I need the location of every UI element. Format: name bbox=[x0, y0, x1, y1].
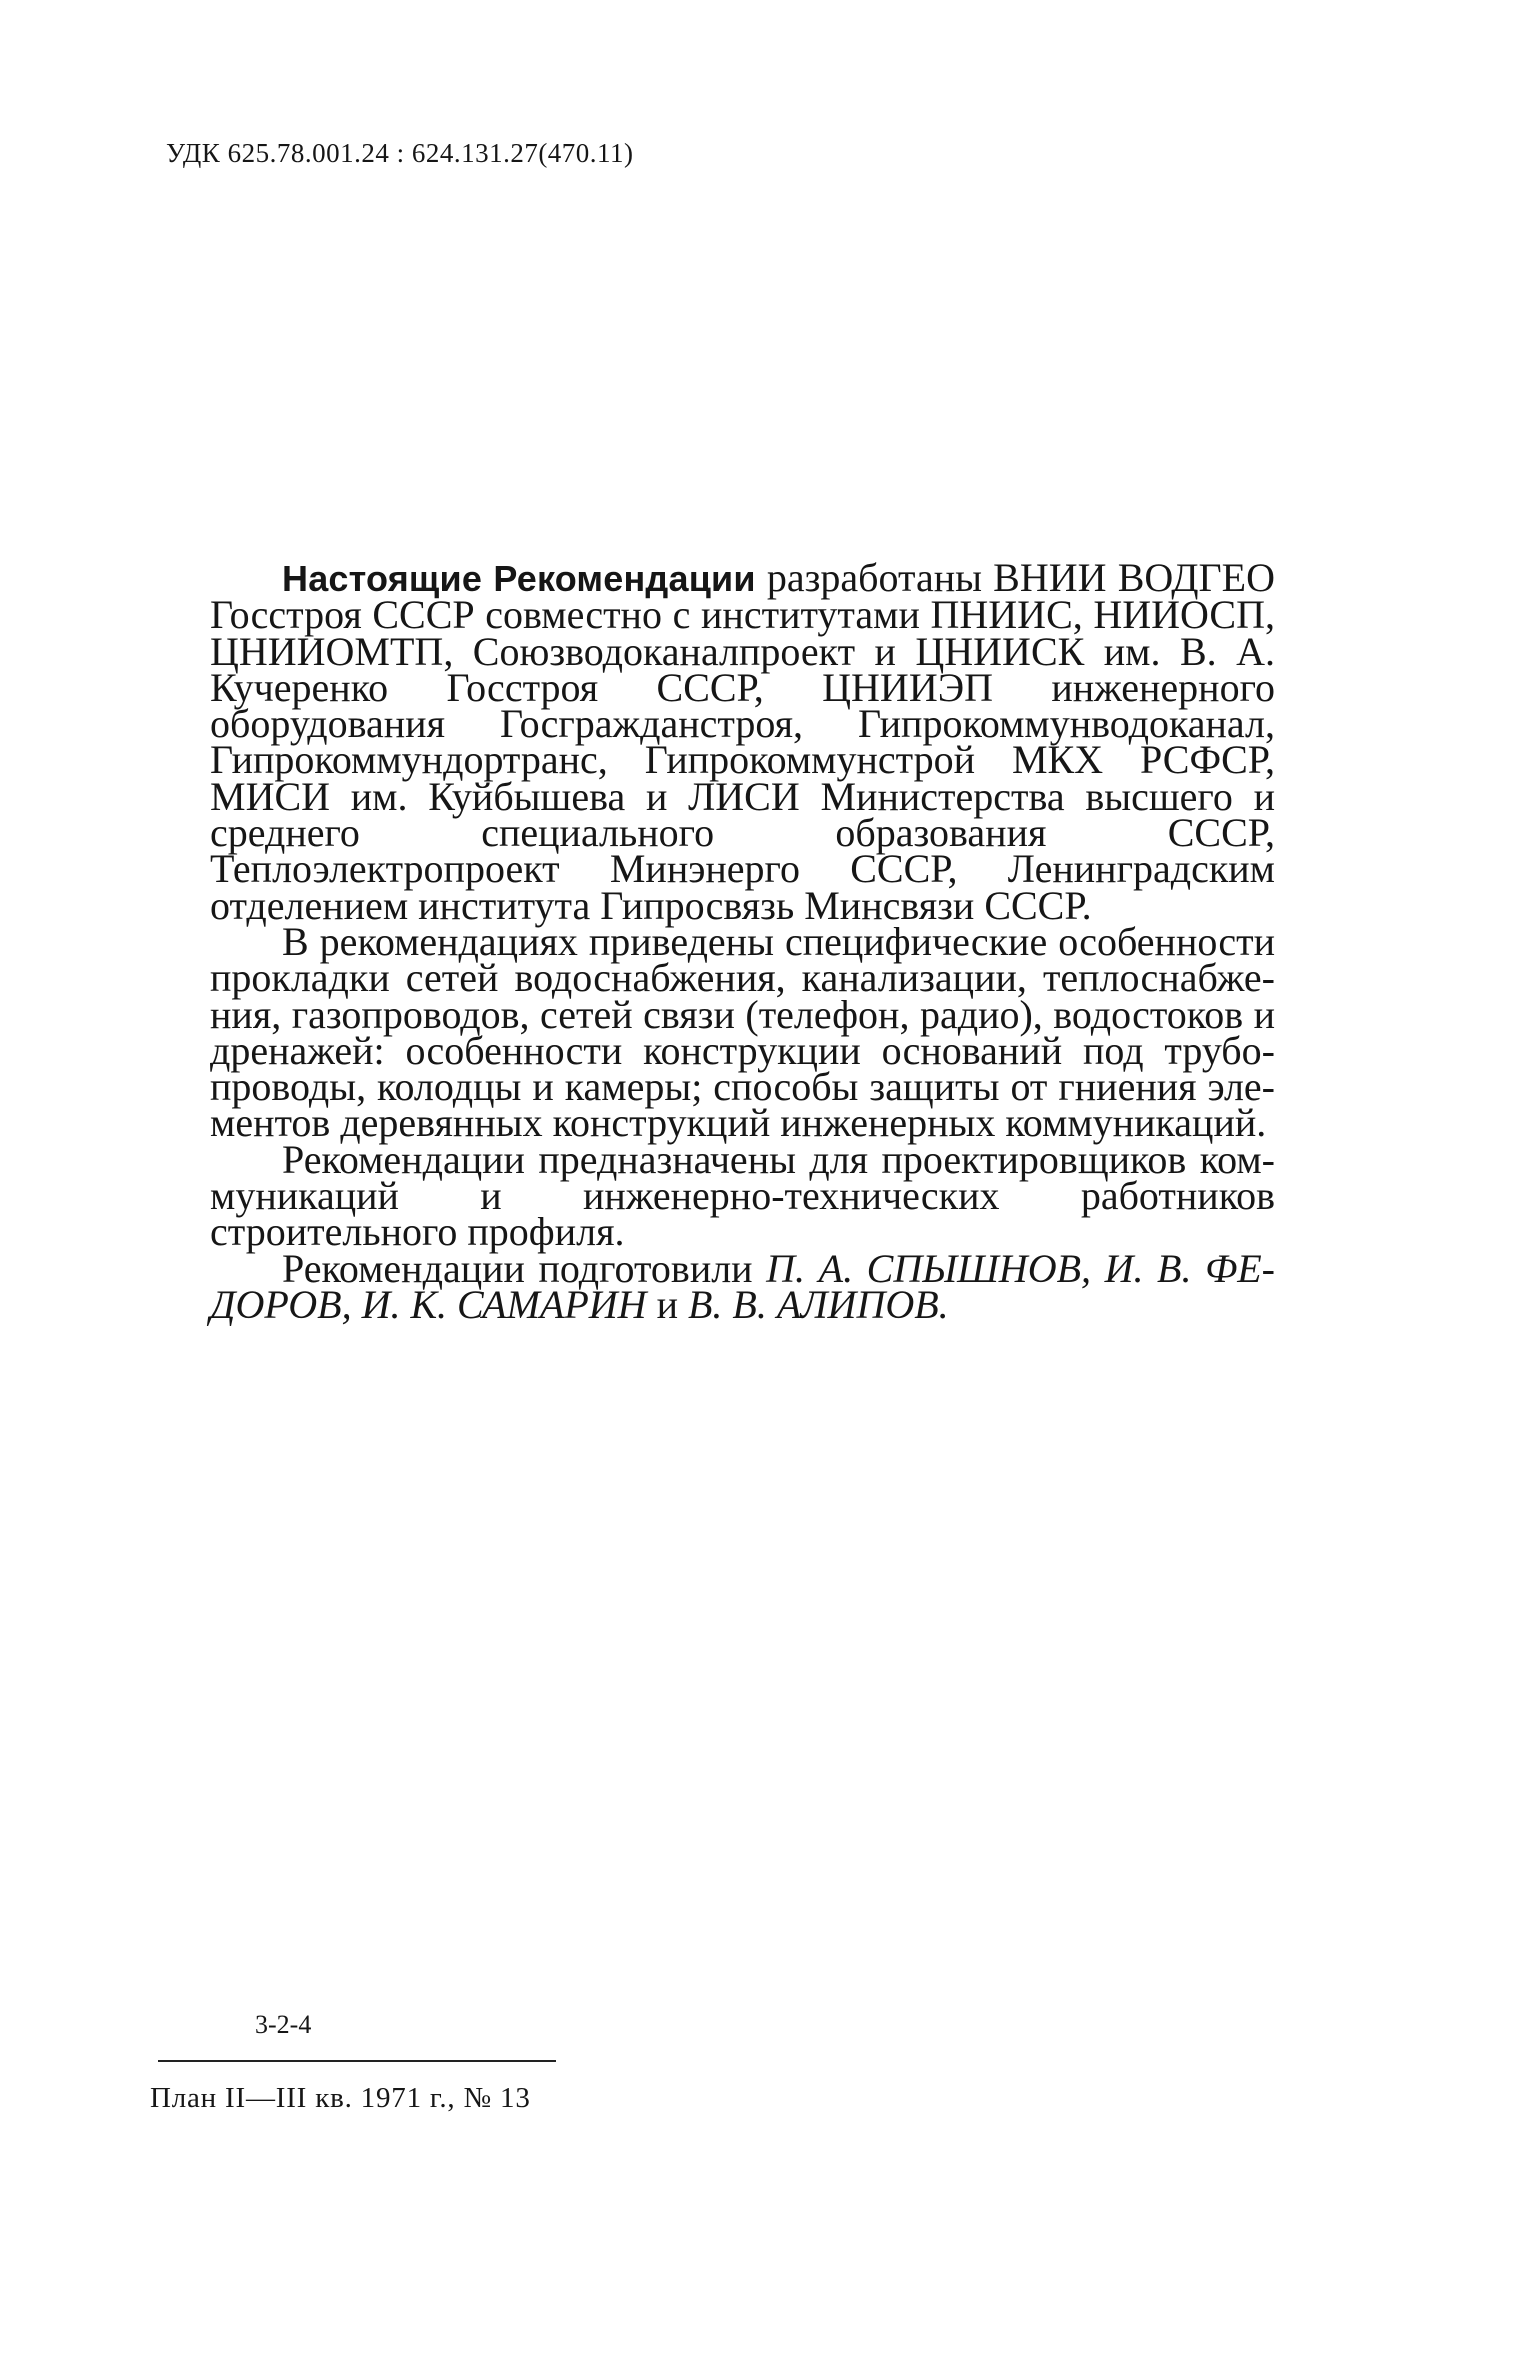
paragraph-text: разработаны ВНИИ ВОДГЕО Госстроя СССР совместно с институтами ПНИИС, НИИОСП, ЦНИИОМТП, Союзводоканалпроект и ЦНИИСК им. В. А. Кучеренко Госстроя СССР, ЦНИИЭП инженерного оборудования Госгражданстроя, Гипрокоммунводоканал, Гипрокоммундортранс, Гипрокоммунстрой МКХ РСФСР, МИСИ им. Куйбышева и ЛИСИ Министерства высшего и среднего специального образования СССР, Теплоэлектропроект Минэнерго СССР, Ленинградским отделением института Гипросвязь Минсвязи СССР. bbox=[210, 555, 1275, 928]
paragraph-audience bbox=[210, 1136, 1275, 1255]
paragraph-contents bbox=[210, 918, 1275, 1146]
udk-classification: УДК 625.78.001.24 : 624.131.27(470.11) bbox=[166, 138, 634, 168]
publication-plan: План II—III кв. 1971 г., № 13 bbox=[150, 2082, 531, 2114]
paragraph-authors bbox=[210, 1245, 1275, 1327]
bold-lead-phrase: Настоящие Рекомендации bbox=[282, 558, 756, 599]
paragraph-developers bbox=[210, 555, 1275, 928]
authors-names: П. А. СПЫШНОВ, И. В. ФЕДОРОВ, И. К. САМАРИН bbox=[210, 1245, 1275, 1327]
authors-names-last: В. В. АЛИПОВ. bbox=[687, 1281, 949, 1327]
paragraph-text: Рекомендации предназначены для проектировщиков коммуникаций и инженерно-технических работников строительного профиля. bbox=[210, 1136, 1275, 1255]
paragraph-text: В рекомендациях приведены специфические особенности прокладки сетей водоснабжения, канализации, теплоснабжения, газопроводов, сетей связи (телефон, радио), водостоков и дренажей: особенности конструкции оснований под трубопроводы, колодцы и камеры; способы защиты от гниения элементов деревянных конструкций инженерных коммуникаций. bbox=[210, 918, 1275, 1146]
annotation-text bbox=[210, 555, 1275, 1327]
authors-conjunction: и bbox=[646, 1281, 688, 1327]
footer-divider bbox=[158, 2060, 556, 2062]
publication-code: 3-2-4 bbox=[255, 2010, 312, 2039]
paragraph-text: Рекомендации подготовили bbox=[282, 1245, 767, 1291]
